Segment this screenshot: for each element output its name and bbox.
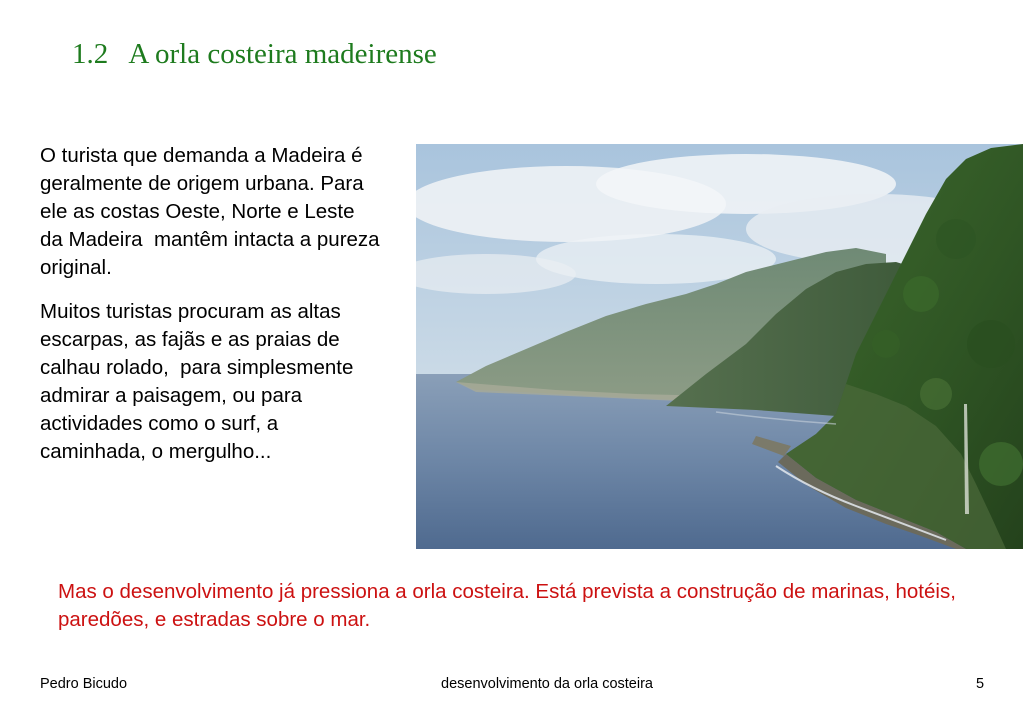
footer-topic: desenvolvimento da orla costeira	[441, 676, 653, 692]
slide-title: 1.2 A orla costeira madeirense	[72, 38, 437, 70]
paragraph-tourist-origin: O turista que demanda a Madeira é geralmente de origem urbana. Para ele as costas Oeste, Norte e Leste da Madeira mantêm intacta a pureza original.	[40, 144, 386, 279]
body-text	[40, 142, 386, 482]
coastline-photo	[416, 144, 1023, 549]
paragraph-tourist-activities: Muitos turistas procuram as altas escarpas, as fajãs e as praias de calhau rolado, para simplesmente admirar a paisagem, ou para actividades como o surf, a caminhada, o mergulho...	[40, 300, 360, 463]
development-warning: Mas o desenvolvimento já pressiona a orla costeira. Está prevista a construção de marinas, hotéis, paredões, e estradas sobre o mar.	[58, 580, 956, 631]
footer-author: Pedro Bicudo	[40, 676, 128, 692]
footer-page-number: 5	[976, 676, 985, 692]
